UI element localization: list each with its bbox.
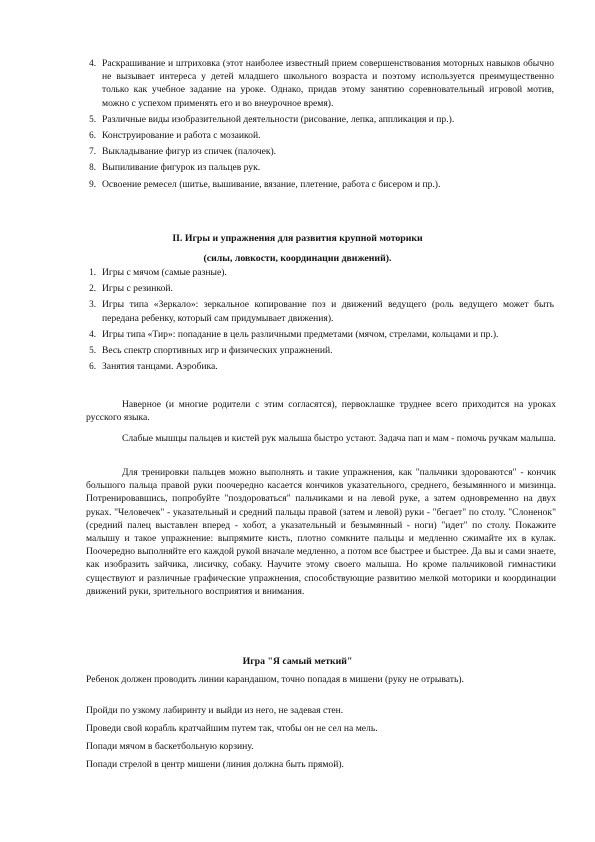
list-item-text: Выкладывание фигур из спичек (палочек). [102,146,277,158]
game-task-basket: Попади мячом в баскетбольную корзину. [86,741,254,752]
games-list [89,266,554,376]
list-item [89,178,554,191]
list-item [89,57,554,110]
list-item-text: Занятия танцами. Аэробика. [102,361,218,373]
list-item-text: Игры типа «Тир»: попадание в цель различными предметами (мячом, стрелами, кольцами и пр.). [102,328,499,340]
list-number: 4. [89,328,96,339]
game-instruction: Ребенок должен проводить линии карандашом, точно попадая в мишени (руку не отрывать). [86,674,464,685]
list-item-text: Игры с мячом (самые разные). [102,267,227,278]
list-number: 1. [89,267,96,277]
list-item [89,266,554,279]
paragraph-intro: Наверное (и многие родители с этим согласятся), первоклашке труднее всего приходится на уроках русского языка. [86,399,556,424]
list-number: 5. [89,345,96,356]
list-item [89,328,554,341]
list-item [89,129,554,142]
list-number: 6. [89,130,96,141]
list-item [89,344,554,357]
list-item-text: Игры с резинкой. [102,283,173,295]
list-item-text: Освоение ремесел (шитье, вышивание, вязание, плетение, работа с бисером и пр.). [102,178,441,190]
list-item [89,145,554,158]
section-heading: II. Игры и упражнения для развития крупной моторики [172,233,423,244]
list-item-text: Раскрашивание и штриховка (этот наиболее известный прием совершенствования моторных навыков обычно не вызывает интереса у детей младшего школьного возраста и поэтому используется преимущественно только как учебное задание на уроке. Однако, придав этому занятию соревновательный игровой мотив, можно с успехом применять его и во внеурочное время). [102,58,554,109]
game-task-maze: Пройди по узкому лабиринту и выйди из него, не задевая стен. [86,705,344,716]
list-item-text: Конструирование и работа с мозаикой. [102,130,261,142]
list-number: 2. [89,283,96,294]
list-item [89,113,554,126]
list-number: 6. [89,361,96,372]
list-number: 9. [89,178,96,189]
list-item [89,360,554,373]
list-item-text: Игры типа «Зеркало»: зеркальное копирование поз и движений ведущего (роль ведущего может быть передана ребенку, который сам придумывает движения). [102,299,554,324]
game-task-arrow: Попади стрелой в центр мишени (линия должна быть прямой). [86,759,344,770]
list-item-text: Весь спектр спортивных игр и физических упражнений. [102,345,333,357]
list-item-text: Выпиливание фигурок из пальцев рук. [102,162,261,174]
list-item [89,282,554,295]
paragraph-finger-exercises: Для тренировки пальцев можно выполнять и такие упражнения, как "пальчики здороваются" - кончик большого пальца правой руки поочередно касается кончиков указательного, среднего, безымянного и мизинца. Потренировавшись, попробуйте "поздороваться" пальчиками и на левой руке, а затем одновременно на двух руках. "Человечек" - указательный и средний пальцы правой (затем и левой) руки - "бегает" по столу. "Слоненок" (средний палец выставлен вперед - хобот, а указательный и безымянный - ноги) "идет" по столу. Покажите малышу и такое упражнение: выпрямите кисть, плотно сомкните пальцы и медленно сжимайте их в кулак. Поочередно выполняйте его каждой рукой вначале медленно, а потом все быстрее и быстрее. Да вы и сами знаете, как изобразить зайчика, лисичку, собаку. Научите этому своего малыша. Но кроме пальчиковой гимнастики существуют и различные графические упражнения, способствующие развитию мелкой моторики и координации движений руки, зрительного восприятия и внимания. [86,467,556,597]
list-item [89,161,554,174]
paragraph-weak-muscles: Слабые мышцы пальцев и кистей рук малыша быстро устают. Задача пап и мам - помочь ручкам малыша. [122,433,556,444]
activities-list [89,57,554,194]
list-number: 5. [89,113,96,124]
section-subheading: (силы, ловкости, координации движений). [203,253,392,264]
list-number: 8. [89,162,96,173]
game-heading: Игра "Я самый меткий" [242,656,353,667]
game-task-ship: Проведи свой корабль кратчайшим путем так, чтобы он не сел на мель. [86,723,378,734]
list-number: 7. [89,146,96,157]
list-item [89,298,554,324]
list-number: 4. [89,58,96,68]
list-number: 3. [89,299,96,310]
list-item-text: Различные виды изобразительной деятельности (рисование, лепка, аппликация и пр.). [102,113,455,125]
